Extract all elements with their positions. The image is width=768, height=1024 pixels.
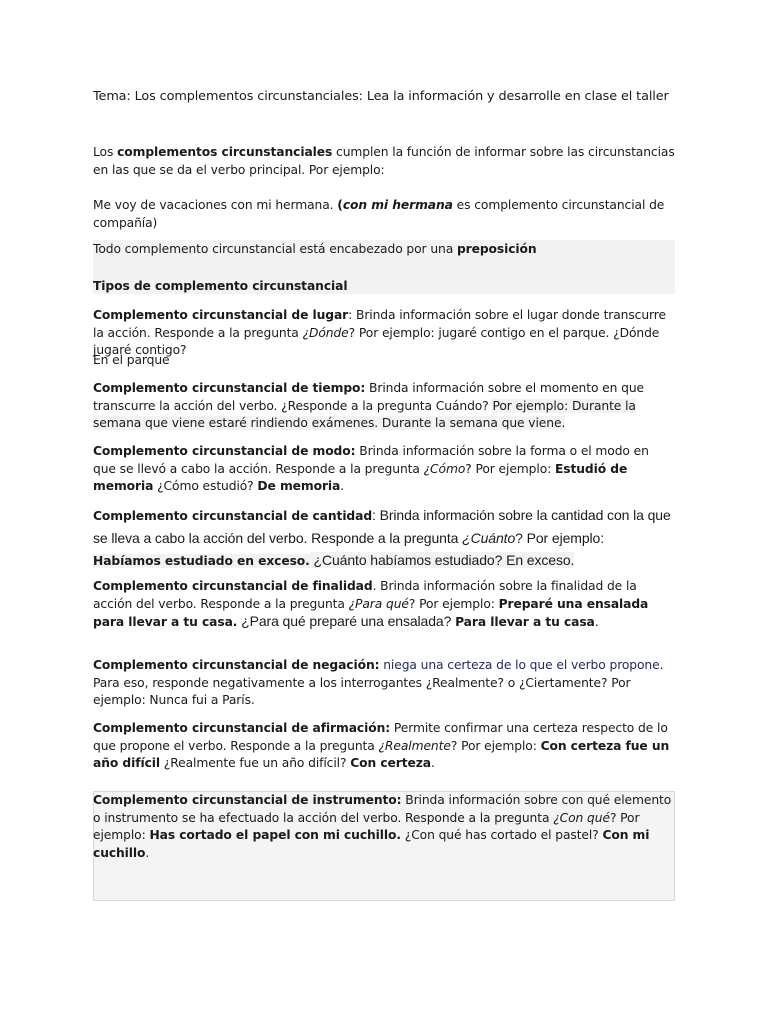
preposition-note: Todo complemento circunstancial está encabezado por una preposición [93, 242, 537, 256]
instrumento-paragraph: Complemento circunstancial de instrumento: Brinda información sobre con qué elemento o instrumento se ha efectuado la acción del verbo. Responde a la pregunta ¿Con qué? Por ejemplo: Has cortado el papel con mi cuchillo. ¿Con qué has cortado el pastel? Con mi cuchillo. [93, 793, 672, 860]
section-heading: Tipos de complemento circunstancial [93, 279, 348, 293]
intro-paragraph: Los complementos circunstanciales cumplen la función de informar sobre las circunstancias en las que se da el verbo principal. Por ejemplo: [93, 145, 675, 177]
lugar-paragraph: Complemento circunstancial de lugar: Brinda información sobre el lugar donde transcurre la acción. Responde a la pregunta ¿Dónde? Por ejemplo: jugaré contigo en el parque. ¿Dónde jugaré contigo? [93, 308, 666, 357]
cantidad-paragraph: Complemento circunstancial de cantidad: Brinda información sobre la cantidad con la que se lleva a cabo la acción del verbo. Responde a la pregunta ¿Cuánto? Por ejemplo: Habíamos estudiado en exceso. ¿Cuánto habíamos estudiado? En exceso. [93, 507, 671, 568]
modo-paragraph: Complemento circunstancial de modo: Brinda información sobre la forma o el modo en que se llevó a cabo la acción. Responde a la pregunta ¿Cómo? Por ejemplo: Estudió de memoria ¿Cómo estudió? De memoria. [93, 444, 649, 493]
document-title: Tema: Los complementos circunstanciales: Lea la información y desarrolle en clase el taller [93, 89, 669, 104]
negacion-paragraph: Complemento circunstancial de negación: niega una certeza de lo que el verbo propone. Para eso, responde negativamente a los interrogantes ¿Realmente? o ¿Ciertamente? Por ejemplo: Nunca fui a París. [93, 658, 664, 707]
tiempo-paragraph: Complemento circunstancial de tiempo: Brinda información sobre el momento en que transcurre la acción del verbo. ¿Responde a la pregunta Cuándo? Por ejemplo: Durante la semana que viene estaré rindiendo exámenes. Durante la semana que viene. [93, 381, 645, 430]
finalidad-paragraph: Complemento circunstancial de finalidad. Brinda información sobre la finalidad de la acción del verbo. Responde a la pregunta ¿Para qué? Por ejemplo: Preparé una ensalada para llevar a tu casa. ¿Para qué preparé una ensalada? Para llevar a tu casa. [93, 579, 649, 629]
afirmacion-paragraph: Complemento circunstancial de afirmación: Permite confirmar una certeza respecto de lo que propone el verbo. Responde a la pregunta ¿Realmente? Por ejemplo: Con certeza fue un año difícil ¿Realmente fue un año difícil? Con certeza. [93, 721, 670, 770]
example-paragraph: Me voy de vacaciones con mi hermana. (con mi hermana es complemento circunstancial de compañía) [93, 198, 665, 230]
lugar-answer: En el parque [93, 353, 170, 367]
